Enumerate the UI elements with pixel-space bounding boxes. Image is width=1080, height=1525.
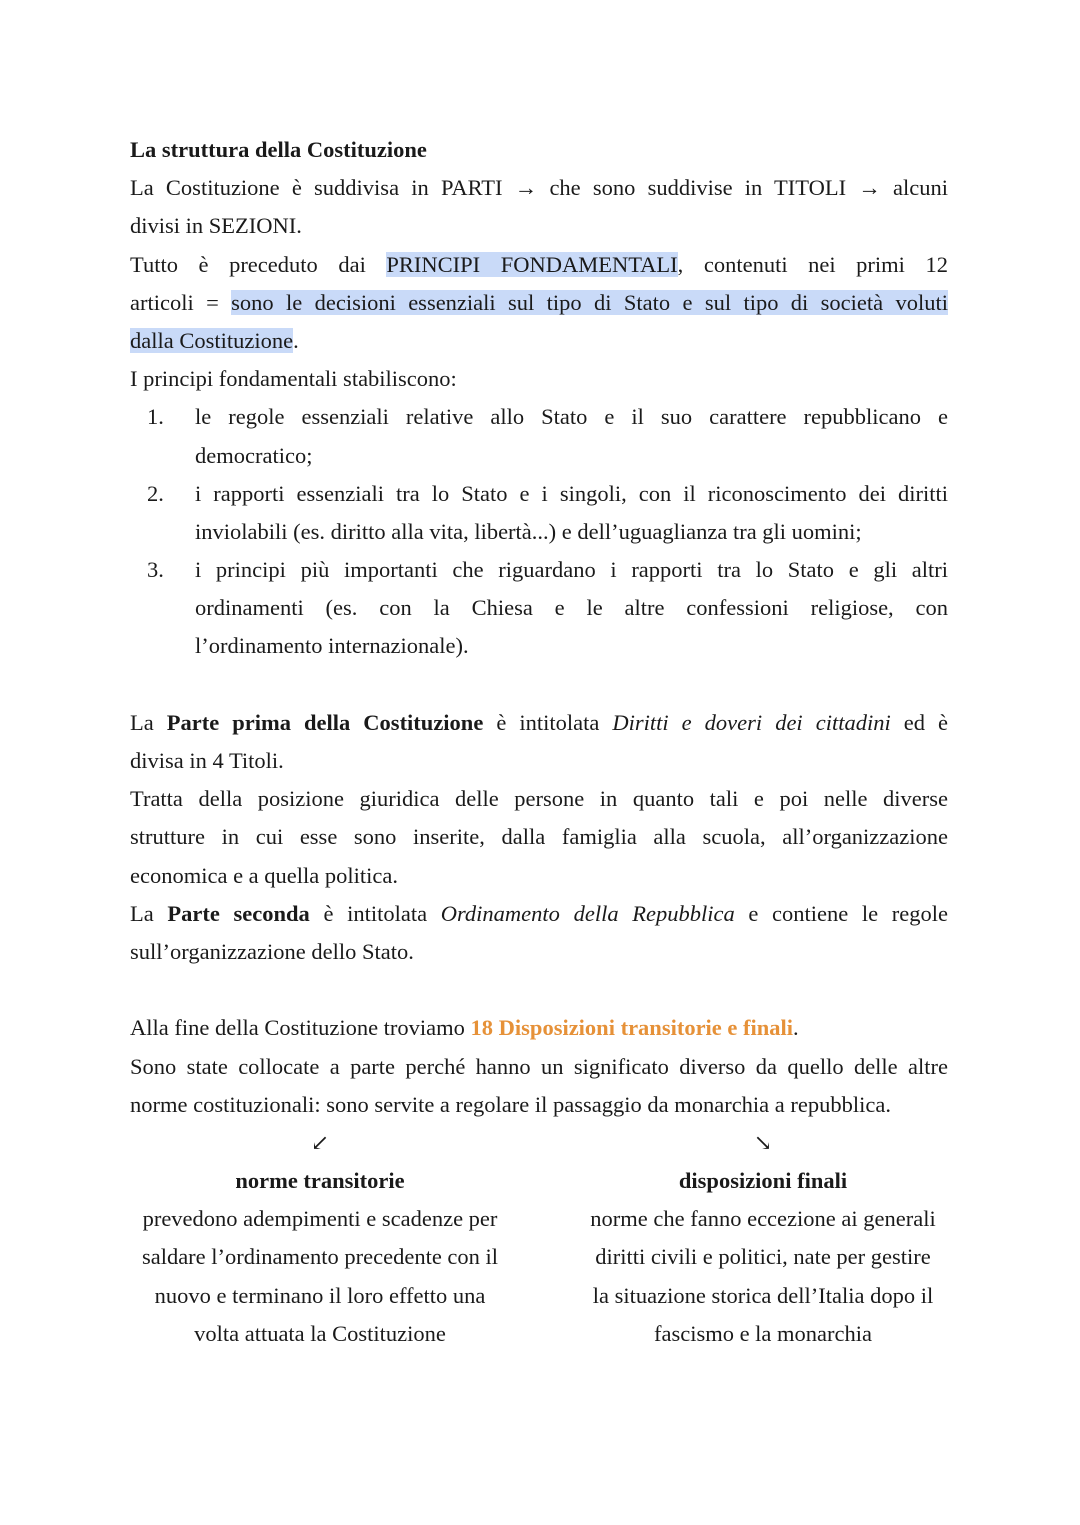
paragraph-line: divisa in 4 Titoli.: [130, 748, 284, 773]
text: Alla fine della Costituzione troviamo: [130, 1015, 471, 1041]
list-number: 2.: [147, 480, 164, 506]
column-line: norme che fanno eccezione ai generali: [590, 1206, 936, 1232]
paragraph-line: divisi in SEZIONI.: [130, 213, 302, 239]
section-title: La struttura della Costituzione: [130, 137, 427, 162]
text: Tutto è preceduto dai: [130, 251, 387, 277]
paragraph-line: [130, 284, 948, 322]
list-item: [130, 398, 948, 436]
document-page: [130, 131, 948, 1353]
text: La: [130, 900, 168, 926]
text: articoli =: [130, 289, 232, 315]
list-number: 3.: [147, 557, 164, 583]
column-finali: [578, 1124, 948, 1353]
list-item-cont: inviolabili (es. diritto alla vita, libertà...) e dell’uguaglianza tra gli uomini;: [195, 518, 862, 544]
column-line: prevedono adempimenti e scadenze per: [142, 1206, 498, 1232]
column-heading: norme transitorie: [235, 1168, 405, 1194]
column-transitorie: [130, 1124, 510, 1353]
paragraph-line: [130, 1009, 948, 1047]
column-line: diritti civili e politici, nate per gestire: [595, 1244, 931, 1270]
column-line: volta attuata la Costituzione: [194, 1320, 446, 1346]
highlight-definition: sono le decisioni essenziali sul tipo di Stato e sul tipo di società voluti: [231, 289, 948, 315]
orange-highlight-text: 18 Disposizioni transitorie e finali: [470, 1015, 794, 1041]
highlight-definition: dalla Costituzione: [130, 327, 294, 353]
numbered-list: [130, 398, 948, 665]
column-line: saldare l’ordinamento precedente con il: [141, 1244, 499, 1270]
two-column-section: [130, 1124, 948, 1353]
column-line: la situazione storica dell’Italia dopo il: [592, 1282, 934, 1308]
paragraph-line: economica e a quella politica.: [130, 862, 399, 888]
paragraph-line: [130, 246, 948, 284]
highlight-principi: PRINCIPI FONDAMENTALI: [386, 251, 678, 277]
list-item: [130, 551, 948, 589]
column-heading: disposizioni finali: [678, 1168, 848, 1194]
paragraph-line: [130, 322, 948, 360]
bold-text: Parte prima della Costituzione: [166, 709, 484, 735]
arrow-down-right-icon: ↘: [753, 1129, 773, 1155]
arrow-down-left-icon: ↙: [310, 1129, 330, 1155]
paragraph-line: I principi fondamentali stabiliscono:: [130, 366, 457, 392]
list-item-cont: l’ordinamento internazionale).: [195, 633, 469, 659]
paragraph-line: norme costituzionali: sono servite a regolare il passaggio da monarchia a repubblica.: [130, 1091, 891, 1117]
bold-text: Parte seconda: [167, 900, 310, 926]
column-line: fascismo e la monarchia: [653, 1320, 873, 1346]
list-item-cont: democratico;: [195, 442, 313, 468]
list-item: [130, 475, 948, 513]
paragraph-line: Sono state collocate a parte perché hanno un significato diverso da quello delle altre: [130, 1053, 948, 1079]
text: e contiene le regole: [734, 900, 949, 926]
paragraph-line: [130, 704, 948, 742]
paragraph-line: sull’organizzazione dello Stato.: [130, 938, 414, 964]
text: è intitolata: [483, 709, 613, 735]
italic-text: Diritti e doveri dei cittadini: [612, 709, 891, 735]
text: .: [293, 327, 299, 353]
text: , contenuti nei primi 12: [677, 251, 948, 277]
list-number: 1.: [147, 404, 164, 430]
text: le regole essenziali relative allo Stato e il suo carattere repubblicano e: [195, 404, 948, 430]
text: ed è: [890, 709, 949, 735]
paragraph-line: La Costituzione è suddivisa in PARTI → che sono suddivise in TITOLI → alcuni: [130, 175, 948, 201]
text: .: [793, 1015, 799, 1041]
paragraph-line: [130, 895, 948, 933]
text: i rapporti essenziali tra lo Stato e i singoli, con il riconoscimento dei diritti: [195, 480, 948, 506]
italic-text: Ordinamento della Repubblica: [440, 900, 735, 926]
paragraph-line: Tratta della posizione giuridica delle persone in quanto tali e poi nelle diverse: [130, 786, 948, 812]
text: La: [130, 709, 167, 735]
text: i principi più importanti che riguardano i rapporti tra lo Stato e gli altri: [195, 557, 948, 583]
column-line: nuovo e terminano il loro effetto una: [154, 1282, 486, 1308]
text: è intitolata: [309, 900, 441, 926]
list-item-cont: ordinamenti (es. con la Chiesa e le altre confessioni religiose, con: [195, 595, 948, 621]
paragraph-line: strutture in cui esse sono inserite, dalla famiglia alla scuola, all’organizzazione: [130, 824, 948, 850]
